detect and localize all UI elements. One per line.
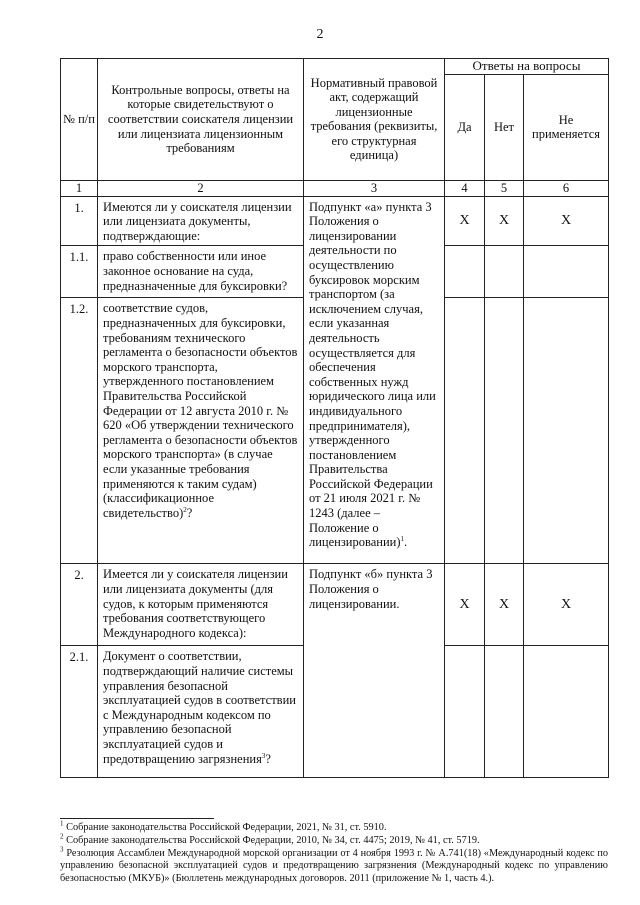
answer-not-applicable (524, 298, 609, 564)
footnote-ref: 3 (261, 751, 266, 760)
question-text (98, 298, 304, 564)
footnote (60, 819, 608, 835)
footnote-mark: 1 (60, 819, 64, 828)
question-text: Имеются ли у соискателя лицензии или лицензиата документы, подтверждающие: (98, 196, 304, 246)
row-number: 2. (61, 564, 98, 646)
row-number: 1. (61, 196, 98, 246)
answer-yes: X (445, 564, 485, 646)
legal-act-text: Подпункт «а» пункта 3 Положения о лицензировании деятельности по осуществлению буксировок морским транспортом (за исключением случая, если указанная деятельность осуществляется для обеспечения собственных нужд юридического лица или индивидуального предпринимателя), утвержденного постановлением Правительства Российской Федерации от 21 июля 2021 г. № 1243 (далее – Положение о лицензировании) (309, 199, 436, 550)
footnote-mark: 3 (60, 845, 64, 854)
footnote-text: Собрание законодательства Российской Федерации, 2010, № 34, ст. 4475; 2019, № 41, ст. 5719. (66, 834, 480, 846)
row-number: 2.1. (61, 646, 98, 778)
answer-not-applicable (524, 246, 609, 298)
row-number: 1.1. (61, 246, 98, 298)
control-questions-table (60, 58, 609, 778)
question-text: право собственности или иное законное основание на суда, предназначенные для буксировки? (98, 246, 304, 298)
question-body: Документ о соответствии, подтверждающий наличие системы управления безопасной эксплуатацией судов в соответствии с Международным кодексом по управлению безопасной эксплуатацией судов и предотвращению загрязнения (103, 649, 296, 766)
header-legal-act: Нормативный правовой акт, содержащий лицензионные требования (реквизиты, его структурная единица) (304, 59, 445, 181)
question-body: соответствие судов, предназначенных для буксировки, требованиям технического регламента о безопасности объектов морского транспорта, утвержденного постановлением Правительства Российской Федерации от 12 августа 2010 г. № 620 «Об утверждении технического регламента о безопасности объектов морского транспорта» (в случае если указанные требования применяются к таким судам) (классификационное свидетельство) (103, 301, 298, 520)
header-yes: Да (445, 74, 485, 180)
footnote-text: Резолюция Ассамблеи Международной морской организации от 4 ноября 1993 г. № А.741(18) «Международный кодекс по управлению безопасной эксплуатацией судов и предотвращению загрязнения (Международный кодекс по управлению безопасностью (МКУБ)» (Бюллетень международных договоров. 2011 (приложение № 1, часть 4.). (60, 847, 609, 885)
legal-act-reference: Подпункт «б» пункта 3 Положения о лицензировании. (304, 564, 445, 778)
answer-no (485, 298, 524, 564)
answer-no: X (485, 564, 524, 646)
question-tail: ? (186, 505, 193, 520)
column-number: 4 (445, 180, 485, 196)
header-not-applicable: Не применяется (524, 74, 609, 180)
question-text: Имеется ли у соискателя лицензии или лицензиата документы (для судов, к которым применяются требования соответствующего Международного кодекса): (98, 564, 304, 646)
header-number: № п/п (61, 59, 98, 181)
header-question: Контрольные вопросы, ответы на которые свидетельствуют о соответствии соискателя лицензии или лицензиата лицензионным требованиям (98, 59, 304, 181)
column-number: 1 (61, 180, 98, 196)
column-number: 2 (98, 180, 304, 196)
legal-act-tail: . (404, 535, 408, 550)
legal-act-reference (304, 196, 445, 564)
column-number: 6 (524, 180, 609, 196)
answer-no (485, 646, 524, 778)
row-number: 1.2. (61, 298, 98, 564)
column-number-row (61, 180, 609, 196)
answer-yes: X (445, 196, 485, 246)
column-number: 5 (485, 180, 524, 196)
page-number: 2 (316, 27, 324, 42)
header-answers: Ответы на вопросы (445, 59, 609, 75)
footnotes (60, 819, 609, 886)
answer-yes (445, 298, 485, 564)
footnote-ref: 2 (183, 505, 187, 514)
footnote (60, 845, 609, 886)
header-no: Нет (485, 74, 524, 180)
question-tail: ? (265, 751, 271, 766)
column-number: 3 (304, 180, 445, 196)
answer-not-applicable: X (524, 564, 609, 646)
footnote-separator (60, 818, 214, 819)
table-row (61, 196, 609, 246)
answer-no (485, 246, 524, 298)
answer-yes (445, 646, 485, 778)
answer-not-applicable: X (524, 196, 609, 246)
footnote-ref: 1 (400, 535, 404, 544)
answer-not-applicable (524, 646, 609, 778)
answer-yes (445, 246, 485, 298)
answer-no: X (485, 196, 524, 246)
footnote-text: Собрание законодательства Российской Федерации, 2021, № 31, ст. 5910. (66, 822, 387, 833)
question-text (98, 646, 304, 778)
table-row (61, 564, 609, 646)
footnote-mark: 2 (60, 832, 64, 841)
footnote (60, 832, 608, 848)
